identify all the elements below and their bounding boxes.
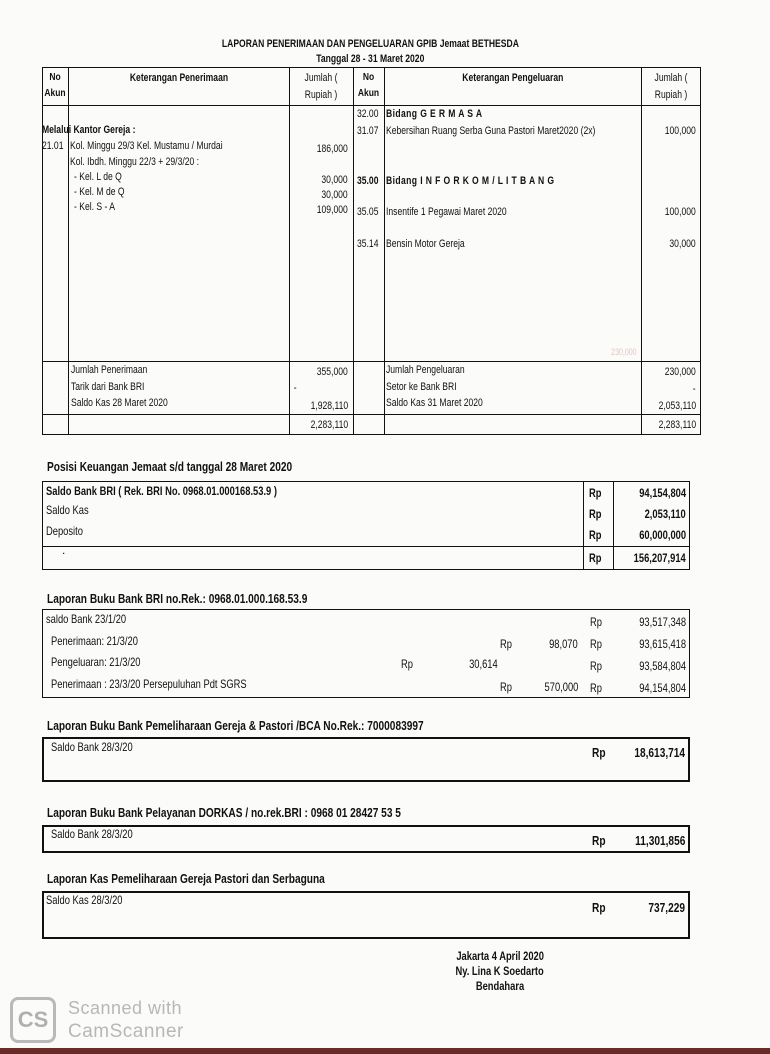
grand-total-right: 2,283,110 xyxy=(658,419,696,431)
grand-total-left: 2,283,110 xyxy=(310,419,348,431)
bri-row-balance: 94,154,804 xyxy=(639,681,686,695)
report-title: LAPORAN PENERIMAAN DAN PENGELUARAN GPIB Jemaat BETHESDA xyxy=(221,38,519,50)
signature-place-date: Jakarta 4 April 2020 xyxy=(456,949,544,963)
bri-row-credit: 570,000 xyxy=(544,680,578,694)
total-right-label: Saldo Kas 31 Maret 2020 xyxy=(386,397,483,409)
expense-amount: 100,000 xyxy=(664,125,696,137)
bri-row-label: Penerimaan : 23/3/20 Persepuluhan Pdt SGRS xyxy=(51,677,247,691)
total-right-amount: - xyxy=(693,383,696,395)
posisi-title: Posisi Keuangan Jemaat s/d tanggal 28 Maret 2020 xyxy=(47,459,293,474)
expense-acct: 31.07 xyxy=(357,125,379,137)
expense-label: Bensin Motor Gereja xyxy=(386,238,465,250)
bri-row-credit-currency: Rp xyxy=(500,680,512,694)
receipt-line-1-amount: 186,000 xyxy=(316,143,348,155)
posisi-row-amount: 60,000,000 xyxy=(639,528,686,542)
header-jumlah-rupiah: Jumlah ( Rupiah ) xyxy=(304,72,338,101)
total-left-amount: 1,928,110 xyxy=(310,400,348,412)
expense-heading: Bidang G E R M A S A xyxy=(386,108,483,120)
expense-heading: Bidang I N F O R K O M / L I T B A N G xyxy=(386,175,555,187)
posisi-row-amount: 2,053,110 xyxy=(644,507,686,521)
bri-row-balance: 93,615,418 xyxy=(639,637,686,651)
posisi-row-label: Saldo Bank BRI ( Rek. BRI No. 0968.01.000168.53.9 ) xyxy=(46,484,277,498)
signature-name: Ny. Lina K Soedarto xyxy=(455,964,545,978)
expense-acct: 35.05 xyxy=(357,206,379,218)
posisi-row-currency: Rp xyxy=(589,528,602,542)
receipt-item-amount: 30,000 xyxy=(321,189,348,201)
bri-row-label: Penerimaan: 21/3/20 xyxy=(51,634,138,648)
header-no-akun-2: No Akun xyxy=(357,72,380,99)
total-right-amount: 230,000 xyxy=(664,366,696,378)
bca-label: Saldo Bank 28/3/20 xyxy=(51,740,133,754)
posisi-row-amount: 94,154,804 xyxy=(639,486,686,500)
dorkas-label: Saldo Bank 28/3/20 xyxy=(51,827,133,841)
header-keterangan-pengeluaran: Keterangan Pengeluaran xyxy=(461,72,564,84)
receipts-acct: 21.01 xyxy=(42,140,64,152)
kas-book-title: Laporan Kas Pemeliharaan Gereja Pastori dan Serbaguna xyxy=(47,871,325,886)
bri-row-label: saldo Bank 23/1/20 xyxy=(46,612,127,626)
total-right-label: Jumlah Pengeluaran xyxy=(386,364,465,376)
total-left-label: Saldo Kas 28 Maret 2020 xyxy=(71,397,168,409)
header-jumlah-rupiah-2: Jumlah ( Rupiah ) xyxy=(654,72,688,101)
bri-row-credit-currency: Rp xyxy=(500,637,512,651)
bri-row-credit: 98,070 xyxy=(549,637,578,651)
header-no-akun: No Akun xyxy=(44,72,66,99)
posisi-row-label: Saldo Kas xyxy=(46,503,89,517)
header-keterangan-penerimaan: Keterangan Penerimaan xyxy=(129,72,228,84)
expense-label: Insentife 1 Pegawai Maret 2020 xyxy=(386,206,507,218)
posisi-row-label: Deposito xyxy=(46,524,83,538)
watermark-line-2: CamScanner xyxy=(68,1021,184,1042)
main-table xyxy=(42,67,701,435)
bca-amount: 18,613,714 xyxy=(634,745,685,760)
bri-row-bal-currency: Rp xyxy=(590,659,602,673)
total-right-label: Setor ke Bank BRI xyxy=(386,381,457,393)
camscanner-logo-icon: CS xyxy=(10,997,56,1043)
receipt-line-2: Kol. Ibdh. Minggu 22/3 + 29/3/20 : xyxy=(70,156,200,168)
posisi-row-currency: Rp xyxy=(589,486,602,500)
expense-acct: 35.00 xyxy=(357,175,379,187)
expense-acct: 32.00 xyxy=(357,108,379,120)
bri-row-debit-currency: Rp xyxy=(401,657,413,671)
bca-book-title: Laporan Buku Bank Pemeliharaan Gereja & Pastori /BCA No.Rek.: 7000083997 xyxy=(47,718,424,733)
faint-pencil-note: 230,000 xyxy=(611,347,637,357)
dorkas-amount: 11,301,856 xyxy=(634,833,685,848)
expense-acct: 35.14 xyxy=(357,238,379,250)
receipt-item-amount: 30,000 xyxy=(321,174,348,186)
watermark-line-1: Scanned with xyxy=(68,998,183,1018)
kas-label: Saldo Kas 28/3/20 xyxy=(46,893,123,907)
dorkas-currency: Rp xyxy=(592,833,606,848)
total-left-amount: 355,000 xyxy=(316,366,348,378)
receipt-line-1: Kol. Minggu 29/3 Kel. Mustamu / Murdai xyxy=(70,140,223,152)
posisi-row-currency: Rp xyxy=(589,507,602,521)
receipt-item: - Kel. S - A xyxy=(74,201,116,213)
signature-role: Bendahara xyxy=(475,979,525,993)
total-left-label: Tarik dari Bank BRI xyxy=(71,381,145,393)
total-left-label: Jumlah Penerimaan xyxy=(71,364,148,376)
bri-row-bal-currency: Rp xyxy=(590,615,602,629)
kas-currency: Rp xyxy=(592,900,606,915)
bri-row-bal-currency: Rp xyxy=(590,637,602,651)
receipt-item: - Kel. M de Q xyxy=(74,186,125,198)
report-period: Tanggal 28 - 31 Maret 2020 xyxy=(315,53,425,65)
expense-label: Kebersihan Ruang Serba Guna Pastori Maret2020 (2x) xyxy=(386,125,596,137)
bri-row-balance: 93,584,804 xyxy=(639,659,686,673)
bri-book-title: Laporan Buku Bank BRI no.Rek.: 0968.01.000.168.53.9 xyxy=(47,591,308,606)
bri-row-balance: 93,517,348 xyxy=(639,615,686,629)
expense-amount: 30,000 xyxy=(669,238,696,250)
dorkas-book-title: Laporan Buku Bank Pelayanan DORKAS / no.rek.BRI : 0968 01 28427 53 5 xyxy=(47,805,401,820)
bottom-edge xyxy=(0,1048,770,1054)
posisi-total-amount: 156,207,914 xyxy=(633,551,686,565)
receipt-item: - Kel. L de Q xyxy=(74,171,122,183)
bri-row-bal-currency: Rp xyxy=(590,681,602,695)
receipt-item-amount: 109,000 xyxy=(316,204,348,216)
total-right-amount: 2,053,110 xyxy=(658,400,696,412)
kas-amount: 737,229 xyxy=(648,900,685,915)
bri-row-debit: 30,614 xyxy=(469,657,498,671)
receipts-section: Melalui Kantor Gereja : xyxy=(42,124,136,136)
expense-amount: 100,000 xyxy=(664,206,696,218)
bca-currency: Rp xyxy=(592,745,606,760)
posisi-dot: . xyxy=(62,543,66,557)
posisi-total-currency: Rp xyxy=(589,551,602,565)
bri-row-label: Pengeluaran: 21/3/20 xyxy=(51,655,141,669)
total-left-amount: - xyxy=(294,382,297,394)
